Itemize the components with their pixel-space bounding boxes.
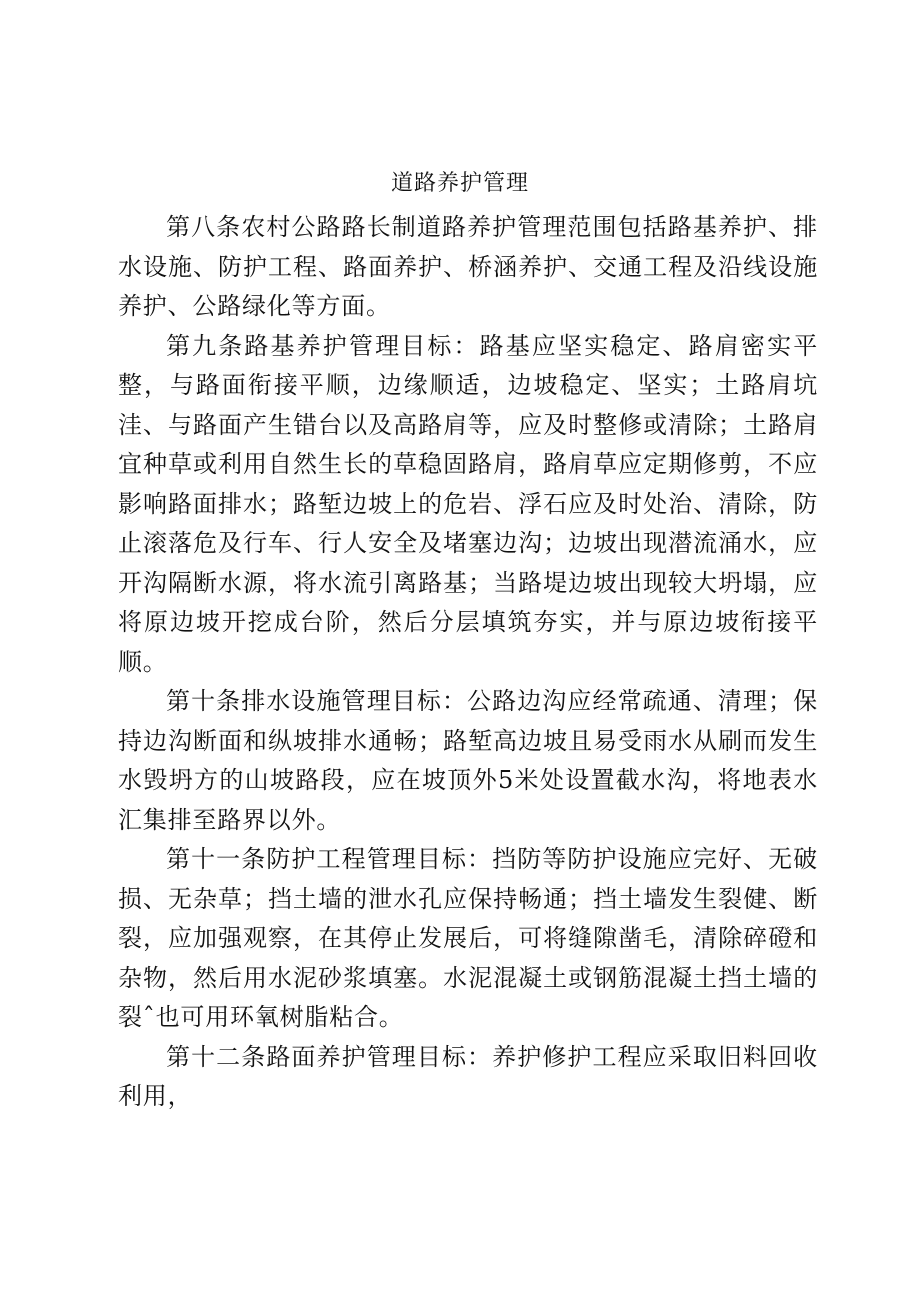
article-8-paragraph: 第八条农村公路路长制道路养护管理范围包括路基养护、排水设施、防护工程、路面养护、桥涵养护、交通工程及沿线设施养护、公路绿化等方面。 bbox=[118, 213, 818, 320]
article-9-paragraph: 第九条路基养护管理目标：路基应坚实稳定、路肩密实平整，与路面衔接平顺，边缘顺适，边坡稳定、坚实；土路肩坑洼、与路面产生错台以及高路肩等，应及时整修或清除；土路肩宜种草或利用自然生长的草稳固路肩，路肩草应定期修剪，不应影响路面排水；路堑边坡上的危岩、浮石应及时处治、清除，防止滚落危及行车、行人安全及堵塞边沟；边坡出现潜流涌水，应开沟隔断水源，将水流引离路基；当路堤边坡出现较大坍塌，应将原边坡开挖成台阶，然后分层填筑夯实，并与原边坡衔接平顺。 bbox=[118, 331, 818, 676]
article-10-paragraph: 第十条排水设施管理目标：公路边沟应经常疏通、清理；保持边沟断面和纵坡排水通畅；路堑高边坡且易受雨水从刷而发生水毁坍方的山坡路段，应在坡顶外5米处设置截水沟，将地表水汇集排至路界以外。 bbox=[118, 687, 818, 834]
article-12-paragraph: 第十二条路面养护管理目标：养护修护工程应采取旧料回收利用， bbox=[118, 1042, 818, 1110]
document-title: 道路养护管理 bbox=[390, 171, 529, 196]
article-11-paragraph: 第十一条防护工程管理目标：挡防等防护设施应完好、无破损、无杂草；挡土墙的泄水孔应保持畅通；挡土墙发生裂健、断裂，应加强观察，在其停止发展后，可将缝隙凿毛，清除碎磴和杂物，然后用水泥砂浆填塞。水泥混凝土或钢筋混凝土挡土墙的裂ˆ也可用环氧树脂粘合。 bbox=[118, 845, 818, 1031]
document-body bbox=[118, 208, 818, 1117]
